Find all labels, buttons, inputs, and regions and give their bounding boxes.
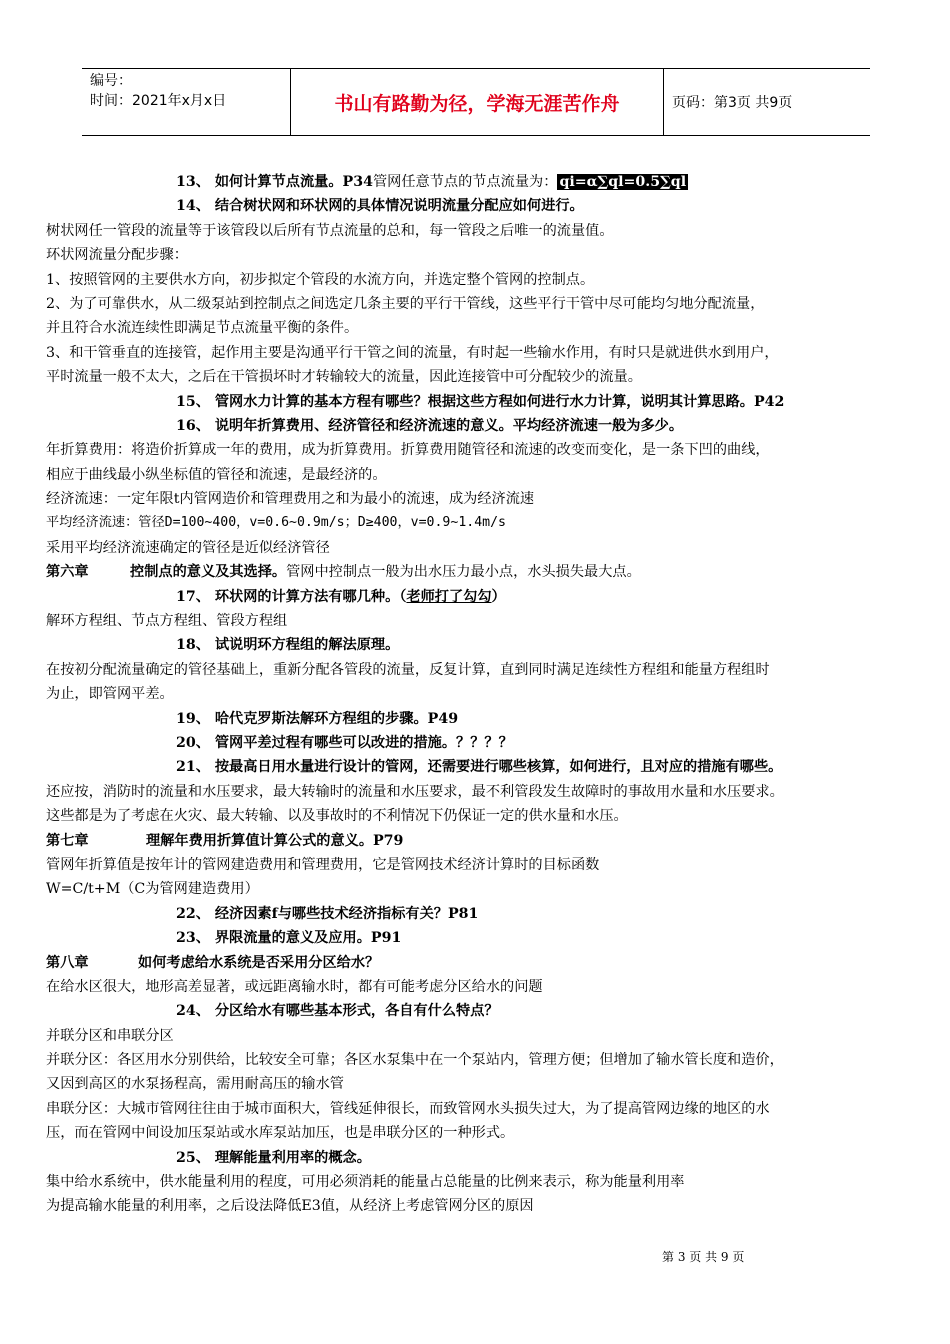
header-right	[664, 69, 870, 135]
paragraph: 并联分区：各区用水分别供给，比较安全可靠；各区水泵集中在一个泵站内，管理方便；但增加了输水管长度和造价，	[46, 1052, 784, 1069]
question-25: 25、 理解能量利用率的概念。	[176, 1149, 371, 1166]
question-16: 16、 说明年折算费用、经济管径和经济流速的意义。平均经济流速一般为多少。	[176, 417, 684, 434]
chapter-label: 第六章	[46, 564, 89, 581]
paragraph: W=C/t+M（C为管网建造费用）	[46, 881, 259, 898]
question-18: 18、 试说明环方程组的解法原理。	[176, 637, 400, 654]
q13-text: 管网任意节点的节点流量为：	[372, 174, 558, 190]
paragraph: 还应按，消防时的流量和水压要求，最大转输时的流量和水压要求，最不利管段发生故障时的事故用水量和水压要求。	[46, 783, 784, 800]
page-header	[82, 68, 870, 136]
chapter-topic: 如何考虑给水系统是否采用分区给水？	[138, 954, 380, 971]
paragraph: 经济流速：一定年限t内管网造价和管理费用之和为最小的流速，成为经济流速	[46, 491, 535, 508]
paragraph: 采用平均经济流速确定的管径是近似经济管径	[46, 539, 330, 556]
paragraph: 树状网任一管段的流量等于该管段以后所有节点流量的总和，每一管段之后唯一的流量值。	[46, 222, 614, 239]
question-17	[46, 585, 916, 609]
paragraph: 年折算费用：将造价折算成一年的费用，成为折算费用。折算费用随管径和流速的改变而变化，是一条下凹的曲线，	[46, 442, 770, 459]
paragraph: 又因到高区的水泵扬程高，需用耐高压的输水管	[46, 1076, 344, 1093]
node-flow-formula: qi=α∑ql=0.5∑ql	[559, 174, 687, 190]
paragraph: 相应于曲线最小纵坐标值的管径和流速，是最经济的。	[46, 466, 387, 483]
page-label: 页码：第3页 共9页	[672, 95, 793, 111]
header-left	[82, 69, 291, 135]
question-23: 23、 界限流量的意义及应用。P91	[176, 930, 402, 947]
chapter-topic: 理解年费用折算值计算公式的意义。P79	[146, 832, 404, 849]
paragraph: 在给水区很大，地形高差显著，或远距离输水时，都有可能考虑分区给水的问题	[46, 978, 543, 995]
chapter-topic: 控制点的意义及其选择。	[130, 564, 287, 581]
question-15: 15、 管网水力计算的基本方程有哪些？根据这些方程如何进行水力计算，说明其计算思路。P42	[176, 393, 785, 410]
chapter-7	[46, 829, 916, 853]
paragraph: 并联分区和串联分区	[46, 1027, 174, 1044]
chapter-label: 第八章	[46, 954, 89, 971]
q17-title: 17、 环状网的计算方法有哪几种。（	[176, 588, 407, 605]
motto-text: 书山有路勤为径，学海无涯苦作舟	[334, 92, 620, 115]
chapter-6	[46, 560, 916, 584]
paragraph: 在按初分配流量确定的管径基础上，重新分配各管段的流量，反复计算，直到同时满足连续性方程组和能量方程组时	[46, 661, 770, 678]
question-19: 19、 哈代克罗斯法解环方程组的步骤。P49	[176, 710, 459, 727]
header-motto	[291, 69, 664, 135]
question-14: 14、 结合树状网和环状网的具体情况说明流量分配应如何进行。	[176, 198, 584, 215]
paragraph: 1、按照管网的主要供水方向，初步拟定个管段的水流方向，并选定整个管网的控制点。	[46, 271, 595, 288]
paragraph: 平均经济流速：管径D=100~400，v=0.6~0.9m/s；D≥400，v=0.9~1.4m/s	[46, 515, 506, 531]
page-footer: 第 3 页 共 9 页	[662, 1250, 745, 1264]
q13-title: 13、 如何计算节点流量。P34	[176, 174, 373, 190]
paragraph: 为止，即管网平差。	[46, 686, 174, 703]
paragraph: 并且符合水流连续性即满足节点流量平衡的条件。	[46, 320, 359, 337]
question-21: 21、 按最高日用水量进行设计的管网，还需要进行哪些核算，如何进行，且对应的措施有哪些。	[176, 759, 783, 776]
paragraph: 串联分区：大城市管网往往由于城市面积大，管线延伸很长，而致管网水头损失过大，为了提高管网边缘的地区的水	[46, 1100, 770, 1117]
question-20: 20、 管网平差过程有哪些可以改进的措施。？？？？	[176, 734, 513, 751]
paragraph: 这些都是为了考虑在火灾、最大转输、以及事故时的不利情况下仍保证一定的供水量和水压。	[46, 808, 628, 825]
teacher-note: 老师打了勾勾	[406, 588, 492, 605]
time-label: 时间：2021年x月x日	[90, 93, 227, 109]
paragraph: 集中给水系统中，供水能量利用的程度，可用必须消耗的能量占总能量的比例来表示，称为能量利用率	[46, 1174, 685, 1191]
document-body	[46, 170, 916, 1219]
paragraph: 2、为了可靠供水，从二级泵站到控制点之间选定几条主要的平行干管线，这些平行干管中尽可能均匀地分配流量，	[46, 295, 765, 312]
chapter-text: 管网中控制点一般为出水压力最小点，水头损失最大点。	[286, 564, 641, 581]
paragraph: 解环方程组、节点方程组、管段方程组	[46, 613, 288, 630]
question-22: 22、 经济因素f与哪些技术经济指标有关？P81	[176, 905, 479, 922]
paragraph: 为提高输水能量的利用率，之后设法降低E3值，从经济上考虑管网分区的原因	[46, 1198, 534, 1215]
chapter-label: 第七章	[46, 832, 89, 849]
paragraph: 3、和干管垂直的连接管，起作用主要是沟通平行干管之间的流量，有时起一些输水作用，有时只是就进供水到用户，	[46, 344, 779, 361]
paragraph: 平时流量一般不太大，之后在干管损坏时才转输较大的流量，因此连接管中可分配较少的流量。	[46, 369, 642, 386]
paragraph: 管网年折算值是按年计的管网建造费用和管理费用，它是管网技术经济计算时的目标函数	[46, 856, 600, 873]
question-24: 24、 分区给水有哪些基本形式，各自有什么特点？	[176, 1003, 499, 1020]
chapter-8	[46, 951, 916, 975]
code-label: 编号：	[90, 73, 132, 89]
paragraph: 压，而在管网中间设加压泵站或水库泵站加压，也是串联分区的一种形式。	[46, 1125, 515, 1142]
q17-close: ）	[491, 588, 506, 605]
question-13	[46, 170, 916, 194]
paragraph: 环状网流量分配步骤：	[46, 247, 188, 264]
